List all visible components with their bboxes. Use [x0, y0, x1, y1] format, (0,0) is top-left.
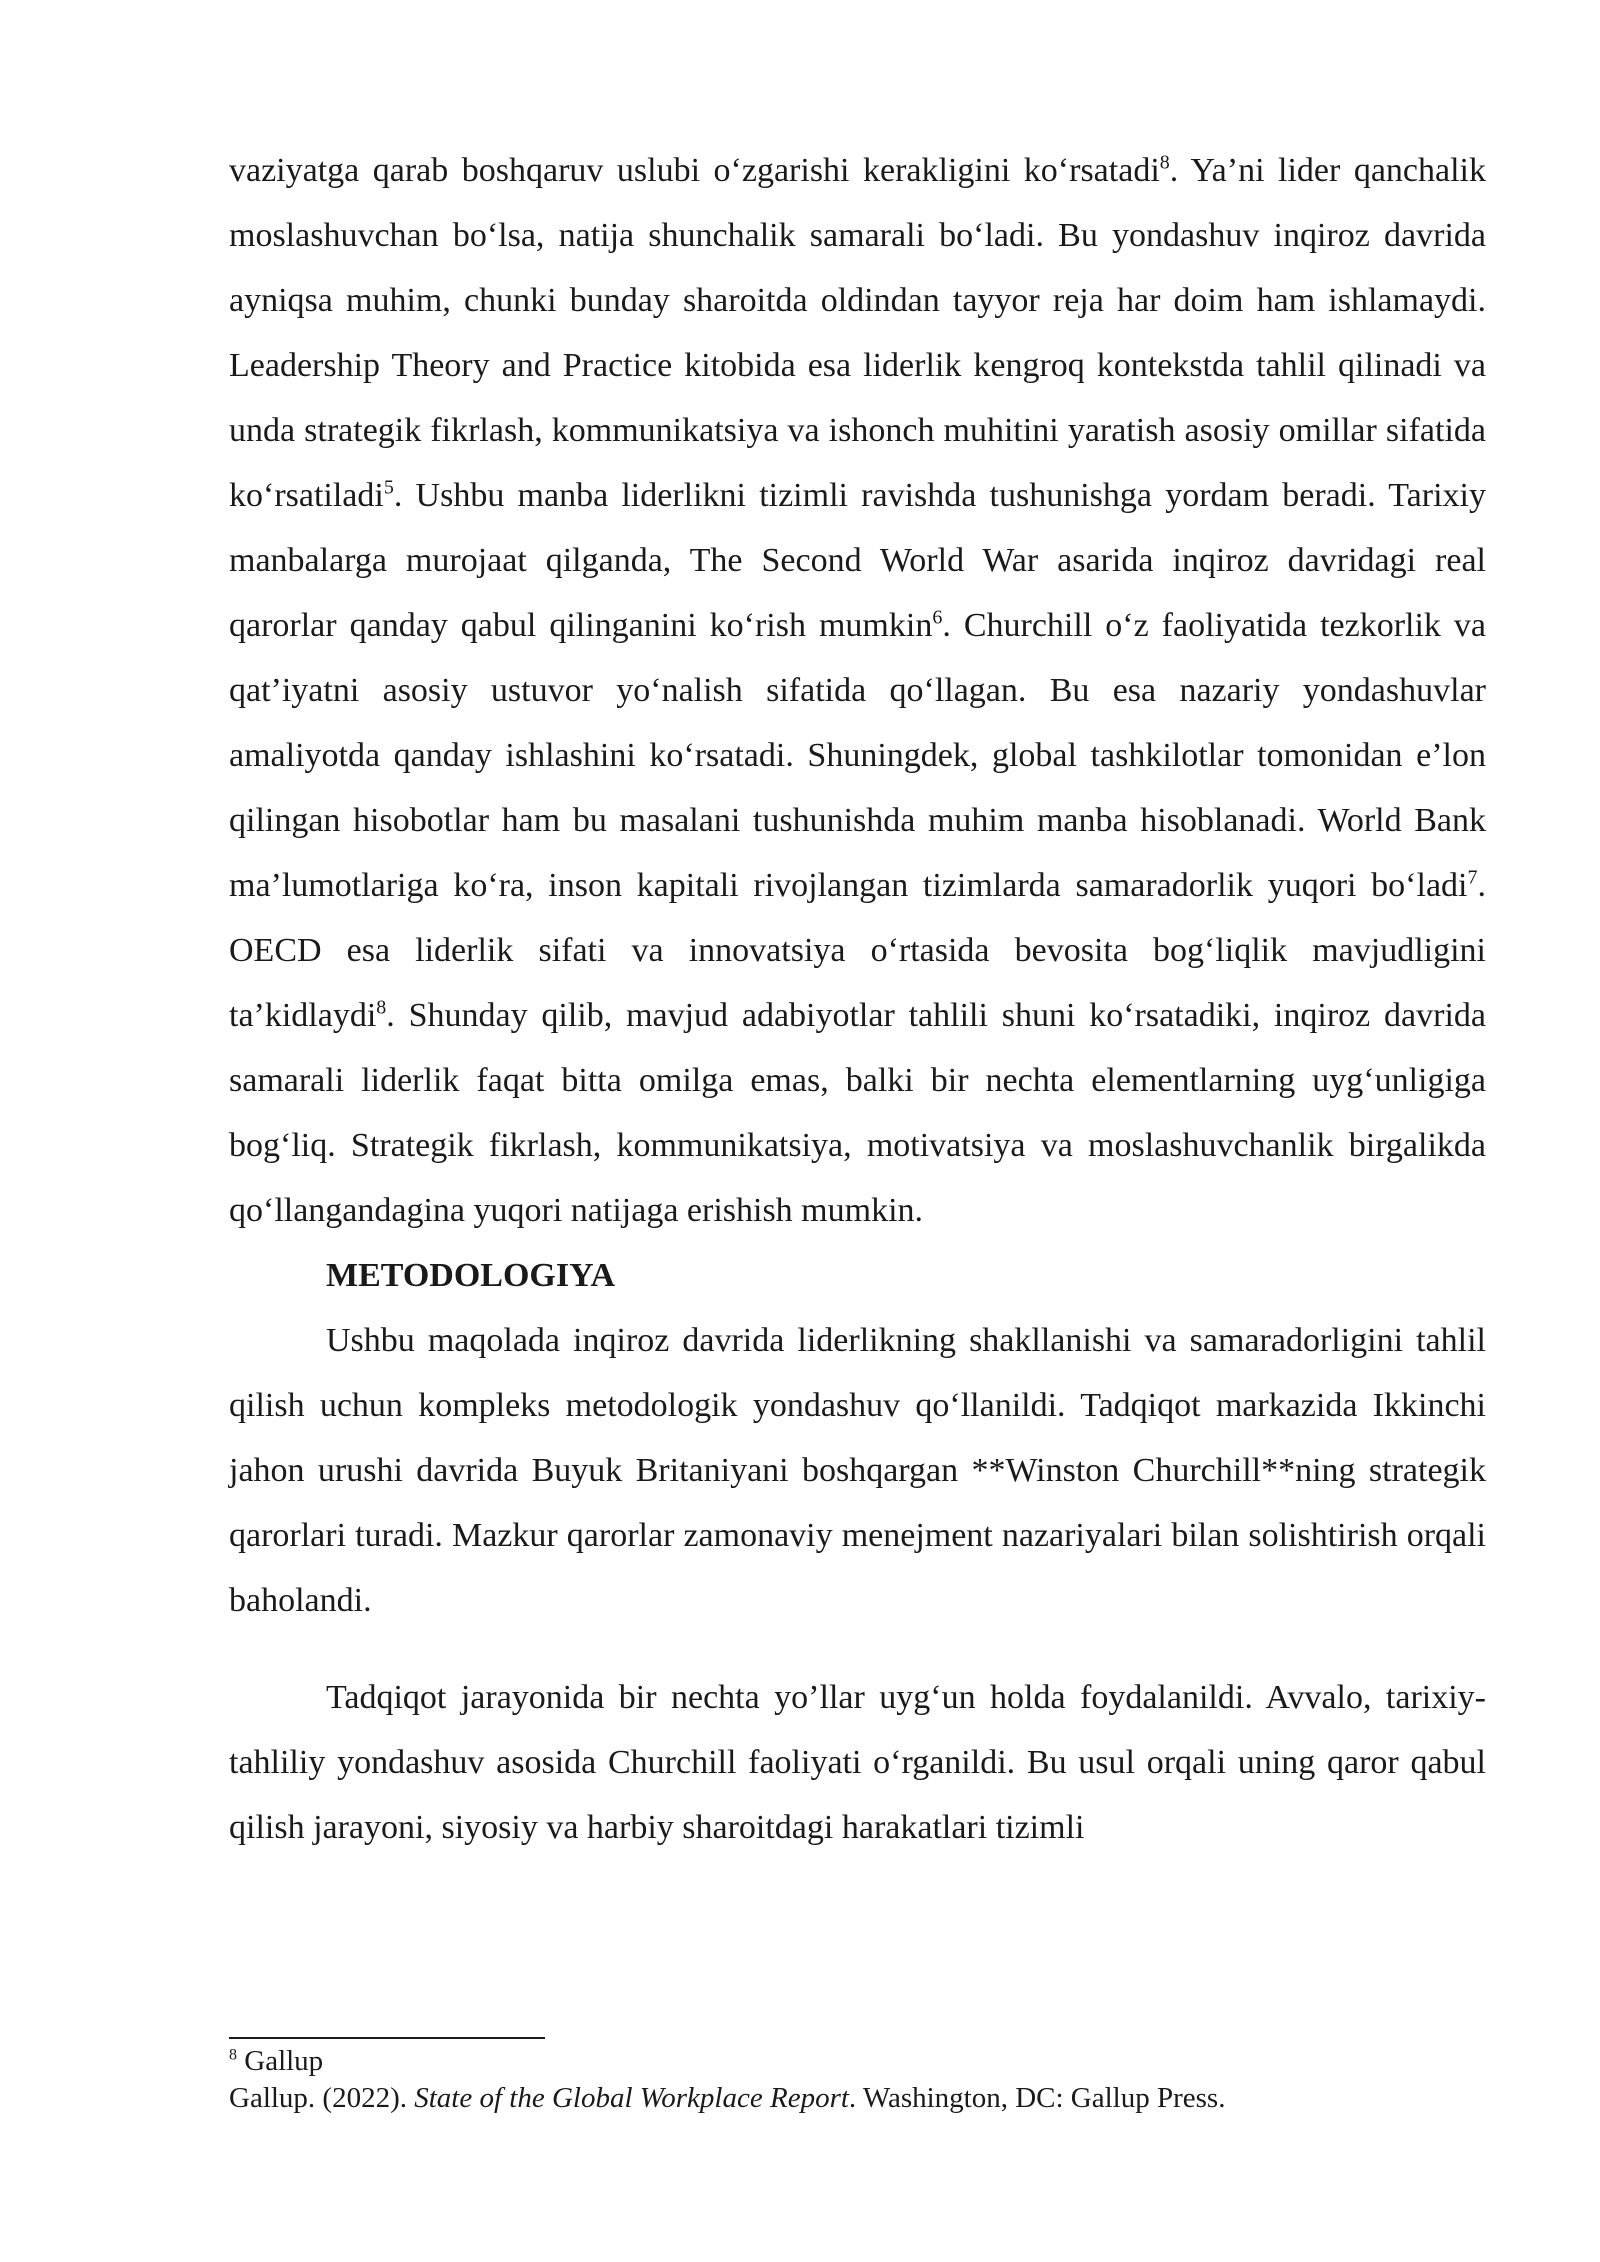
footnote-ref: 8 — [1159, 151, 1170, 174]
paragraph-literature-review — [229, 138, 1486, 1243]
document-page — [229, 138, 1486, 1860]
footnote-ref: 6 — [932, 606, 943, 629]
section-heading-methodology: METODOLOGIYA — [326, 1257, 616, 1294]
footnote-separator — [229, 2037, 545, 2039]
paragraph-spacer — [229, 1633, 1486, 1665]
footnote-ref: 8 — [376, 996, 387, 1019]
text-run: vaziyatga qarab boshqaruv uslubi o‘zgarishi kerakligini ko‘rsatadi — [229, 152, 1160, 189]
footnote-ref: 7 — [1467, 866, 1478, 889]
text-run: . OECD esa liderlik sifati va innovatsiya o‘rtasida bevosita bog‘liqlik mavjudligini ta’kidlaydi — [229, 867, 1486, 1034]
footnote-citation — [229, 2080, 1486, 2117]
footnote-ref: 5 — [383, 476, 394, 499]
citation-publisher: . Washington, DC: Gallup Press. — [848, 2082, 1226, 2114]
footnotes — [229, 2043, 1486, 2117]
text-run: . Churchill o‘z faoliyatida tezkorlik va qat’iyatni asosiy ustuvor yo‘nalish sifatida qo‘llagan. Bu esa nazariy yondashuvlar amaliyotda qanday ishlashini ko‘rsatadi. Shuningdek, global tashkilotlar tomonidan e’lon qilingan hisobotlar ham bu masalani tushunishda muhim manba hisoblanadi. World Bank ma’lumotlariga ko‘ra, inson kapitali rivojlangan tizimlarda samaradorlik yuqori bo‘ladi — [229, 607, 1487, 904]
text-run: . Ushbu manba liderlikni tizimli ravishda tushunishga yordam beradi. Tarixiy manbalarga murojaat qilganda, The Second World War asarida inqiroz davridagi real qarorlar qanday qabul qilinganini ko‘rish mumkin — [229, 477, 1486, 644]
citation-title: State of the Global Workplace Report — [414, 2082, 849, 2114]
paragraph-methodology-intro: Ushbu maqolada inqiroz davrida liderlikning shakllanishi va samaradorligini tahlil qilish uchun kompleks metodologik yondashuv qo‘llanildi. Tadqiqot markazida Ikkinchi jahon urushi davrida Buyuk Britaniyani boshqargan **Winston Churchill**ning strategik qarorlari turadi. Mazkur qarorlar zamonaviy menejment nazariyalari bilan solishtirish orqali baholandi. — [229, 1322, 1486, 1619]
footnote-label: Gallup — [244, 2045, 324, 2077]
paragraph-methodology-methods: Tadqiqot jarayonida bir nechta yo’llar uyg‘un holda foydalanildi. Avvalo, tarixiy-tahliliy yondashuv asosida Churchill faoliyati o‘rganildi. Bu usul orqali uning qaror qabul qilish jarayoni, siyosiy va harbiy sharoitdagi harakatlari tizimli — [229, 1679, 1486, 1846]
footnote-number: 8 — [229, 2046, 237, 2064]
citation-author-year: Gallup. (2022). — [229, 2082, 415, 2114]
text-run: . Shunday qilib, mavjud adabiyotlar tahlili shuni ko‘rsatadiki, inqiroz davrida samarali liderlik faqat bitta omilga emas, balki bir nechta elementlarning uyg‘unligiga bog‘liq. Strategik fikrlash, kommunikatsiya, motivatsiya va moslashuvchanlik birgalikda qo‘llangandagina yuqori natijaga erishish mumkin. — [229, 997, 1486, 1229]
text-run: . Ya’ni lider qanchalik moslashuvchan bo‘lsa, natija shunchalik samarali bo‘ladi. Bu yondashuv inqiroz davrida ayniqsa muhim, chunki bunday sharoitda oldindan tayyor reja har doim ham ishlamaydi. Leadership Theory and Practice kitobida esa liderlik kengroq kontekstda tahlil qilinadi va unda strategik fikrlash, kommunikatsiya va ishonch muhitini yaratish asosiy omillar sifatida ko‘rsatiladi — [229, 152, 1487, 514]
footnote-label-line — [229, 2043, 1486, 2080]
